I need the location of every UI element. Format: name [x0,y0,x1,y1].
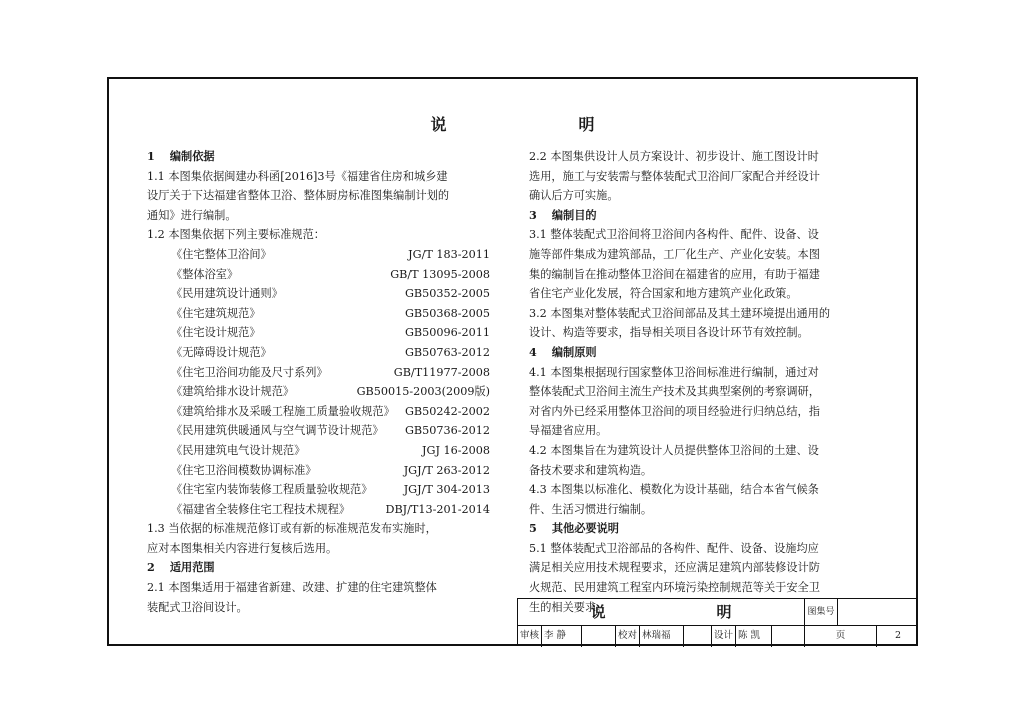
section-heading: 5 其他必要说明 [529,521,619,536]
paragraph-line: 施等部件集成为建筑部品，工厂化生产、产业化安装。本图 [529,247,820,261]
paragraph-line: 2.2 本图集供设计人员方案设计、初步设计、施工图设计时 [529,150,819,163]
standard-name: 《民用建筑设计通则》 [171,287,283,301]
standard-row [147,441,492,461]
standard-row [147,245,492,265]
standard-name: 《民用建筑供暖通风与空气调节设计规范》 [171,424,384,438]
standard-name: 《住宅设计规范》 [171,326,261,340]
section-heading: 1 编制依据 [147,149,215,163]
drawing-frame [107,77,918,646]
check-label: 校对 [616,625,640,647]
standard-row [147,284,492,304]
title-block [517,598,918,646]
standard-code: GB50368-2005 [405,306,490,320]
standard-row [147,421,492,441]
standard-code: GB50736-2012 [405,424,490,438]
paragraph-line: 3.2 本图集对整体装配式卫浴间部品及其土建环境提出通用的 [529,306,831,320]
paragraph-line: 生的相关要求。 [529,600,608,614]
standard-row [147,461,492,481]
page-title: 说 明 [430,115,653,134]
standard-row [147,500,492,520]
standard-code: GB50352-2005 [405,287,490,301]
standard-code: JGJ/T 263-2012 [403,463,490,477]
atlas-number-label: 图集号 [805,599,838,625]
paragraph-line: 导福建省应用。 [529,424,608,438]
standard-row [147,480,492,500]
standard-name: 《福建省全装修住宅工程技术规程》 [171,502,351,516]
paragraph-line: 4.2 本图集旨在为建筑设计人员提供整体卫浴间的土建、设 [529,443,819,457]
page-label: 页 [805,625,877,647]
title-block-title: 说 明 [518,599,805,625]
paragraph-line: 确认后方可实施。 [529,189,619,203]
standard-code: GB50096-2011 [405,326,490,340]
paragraph-line: 1.3 当依据的标准规范修订或有新的标准规范发布实施时， [147,522,437,536]
standard-row [147,343,492,363]
design-signature [772,625,805,647]
paragraph-line: 火规范、民用建筑工程室内环境污染控制规范等关于安全卫 [529,581,820,595]
standard-name: 《住宅卫浴间模数协调标准》 [171,463,317,477]
right-column [529,147,874,617]
section-heading: 2 适用范围 [147,560,215,575]
paragraph-line: 应对本图集相关内容进行复核后选用。 [147,541,338,555]
paragraph-line: 设计、构造等要求，指导相关项目各设计环节有效控制。 [529,326,809,340]
paragraph-line: 通知》进行编制。 [147,208,237,222]
paragraph-line: 1.1 本图集依据闽建办科函[2016]3号《福建省住房和城乡建 [147,169,448,183]
paragraph-line: 3.1 整体装配式卫浴间将卫浴间内各构件、配件、设备、设 [529,228,819,242]
paragraph-line: 装配式卫浴间设计。 [147,600,248,614]
paragraph-line: 1.2 本图集依据下列主要标准规范： [147,228,325,242]
standard-code: JGJ/T 304-2013 [403,483,490,497]
standard-name: 《整体浴室》 [171,267,239,281]
check-signature [684,625,712,647]
paragraph-line: 4.3 本图集以标准化、模数化为设计基础，结合本省气候条 [529,483,819,497]
standard-name: 《民用建筑电气设计规范》 [171,443,306,457]
standard-row [147,304,492,324]
paragraph-line: 设厅关于下达福建省整体卫浴、整体厨房标准图集编制计划的 [147,189,450,203]
standard-code: DBJ/T13-201-2014 [385,502,490,516]
standard-name: 《建筑给排水设计规范》 [171,385,295,399]
section-heading: 4 编制原则 [529,344,597,359]
standard-code: GB50763-2012 [405,345,490,359]
paragraph-line: 整体装配式卫浴间主流生产技术及其典型案例的考察调研， [529,385,820,399]
standard-code: GB50015-2003(2009版) [356,385,490,399]
standard-row [147,382,492,402]
paragraph-line: 对省内外已经采用整体卫浴间的项目经验进行归纳总结，指 [529,404,820,418]
standard-row [147,402,492,422]
section-heading: 3 编制目的 [529,207,597,222]
title-block-signature-row [518,625,918,647]
paragraph-line: 集的编制旨在推动整体卫浴间在福建省的应用，有助于福建 [529,267,820,281]
paragraph-line: 件、生活习惯进行编制。 [529,502,653,516]
design-name: 陈 凯 [736,625,772,647]
standard-row [147,265,492,285]
standard-name: 《住宅建筑规范》 [171,306,261,320]
paragraph-line: 5.1 整体装配式卫浴部品的各构件、配件、设备、设施均应 [529,541,819,555]
standard-row [147,323,492,343]
review-name: 李 静 [542,625,582,647]
standard-row [147,363,492,383]
paragraph-line: 满足相关应用技术规程要求，还应满足建筑内部装修设计防 [529,561,820,575]
title-block-header-row [518,599,918,626]
standard-code: GB50242-2002 [405,404,490,418]
standard-code: GB/T11977-2008 [393,365,490,379]
atlas-number-value [838,599,918,625]
left-column [147,147,492,617]
paragraph-line: 2.1 本图集适用于福建省新建、改建、扩建的住宅建筑整体 [147,581,437,595]
page-number: 2 [894,630,902,641]
standard-name: 《住宅室内装饰装修工程质量验收规范》 [171,483,373,497]
paragraph-line: 省住宅产业化发展，符合国家和地方建筑产业化政策。 [529,287,798,301]
design-label: 设计 [712,625,736,647]
standard-code: JG/T 183-2011 [408,247,490,261]
check-name: 林瑞福 [640,625,684,647]
standard-name: 《无障碍设计规范》 [171,345,272,359]
standard-name: 《住宅整体卫浴间》 [171,247,272,261]
paragraph-line: 4.1 本图集根据现行国家整体卫浴间标准进行编制，通过对 [529,365,819,379]
paragraph-line: 选用，施工与安装需与整体装配式卫浴间厂家配合并经设计 [529,169,820,183]
paragraph-line: 备技术要求和建筑构造。 [529,463,653,477]
standard-name: 《住宅卫浴间功能及尺寸系列》 [171,365,328,379]
review-label: 审核 [518,625,542,647]
standard-code: JGJ 16-2008 [422,443,490,457]
standard-name: 《建筑给排水及采暖工程施工质量验收规范》 [171,404,395,418]
standard-code: GB/T 13095-2008 [390,267,490,281]
review-signature [582,625,616,647]
